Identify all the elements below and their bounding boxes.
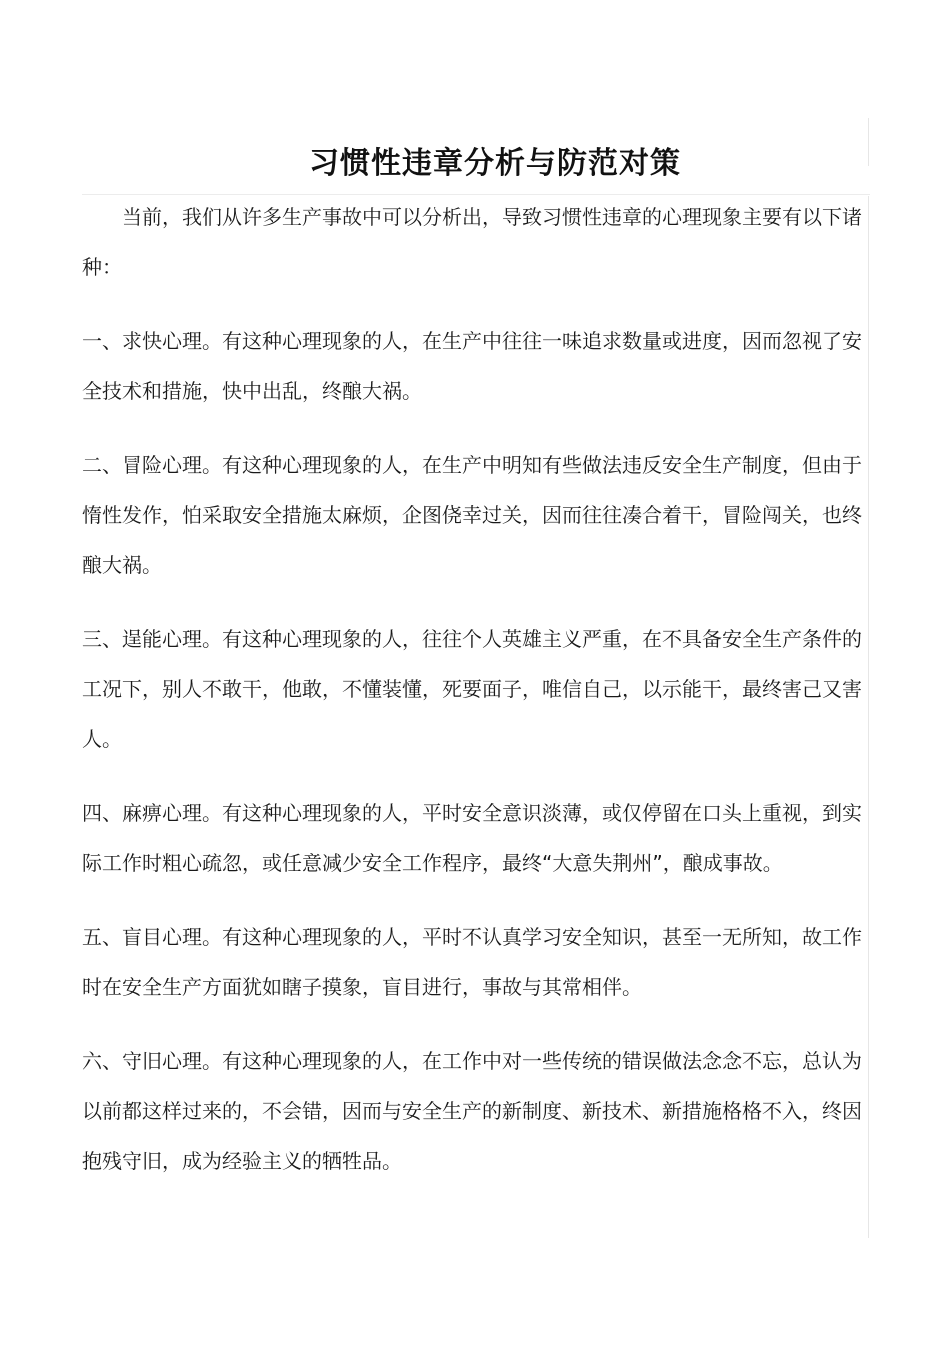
document-body [82, 192, 862, 1210]
section-paragraph-4: 四、麻痹心理。有这种心理现象的人，平时安全意识淡薄，或仅停留在口头上重视，到实际工作时粗心疏忽，或任意减少安全工作程序，最终“大意失荆州”，酿成事故。 [82, 801, 862, 875]
margin-line [868, 196, 869, 1238]
section-paragraph-2: 二、冒险心理。有这种心理现象的人，在生产中明知有些做法违反安全生产制度，但由于惰性发作，怕采取安全措施太麻烦，企图侥幸过关，因而往往凑合着干，冒险闯关，也终酿大祸。 [82, 453, 862, 577]
document-title: 习惯性违章分析与防范对策 [309, 146, 681, 182]
section-paragraph-3: 三、逞能心理。有这种心理现象的人，往往个人英雄主义严重，在不具备安全生产条件的工况下，别人不敢干，他敢，不懂装懂，死要面子，唯信自己，以示能干，最终害己又害人。 [82, 627, 862, 751]
section-paragraph-1: 一、求快心理。有这种心理现象的人，在生产中往往一味追求数量或进度，因而忽视了安全技术和措施，快中出乱，终酿大祸。 [82, 329, 862, 403]
section-paragraph-6: 六、守旧心理。有这种心理现象的人，在工作中对一些传统的错误做法念念不忘，总认为以前都这样过来的，不会错，因而与安全生产的新制度、新技术、新措施格格不入，终因抱残守旧，成为经验主义的牺牲品。 [82, 1049, 862, 1173]
section-paragraph-5: 五、盲目心理。有这种心理现象的人，平时不认真学习安全知识，甚至一无所知，故工作时在安全生产方面犹如瞎子摸象，盲目进行，事故与其常相伴。 [82, 925, 862, 999]
intro-paragraph: 当前，我们从许多生产事故中可以分析出，导致习惯性违章的心理现象主要有以下诸种： [82, 205, 862, 279]
